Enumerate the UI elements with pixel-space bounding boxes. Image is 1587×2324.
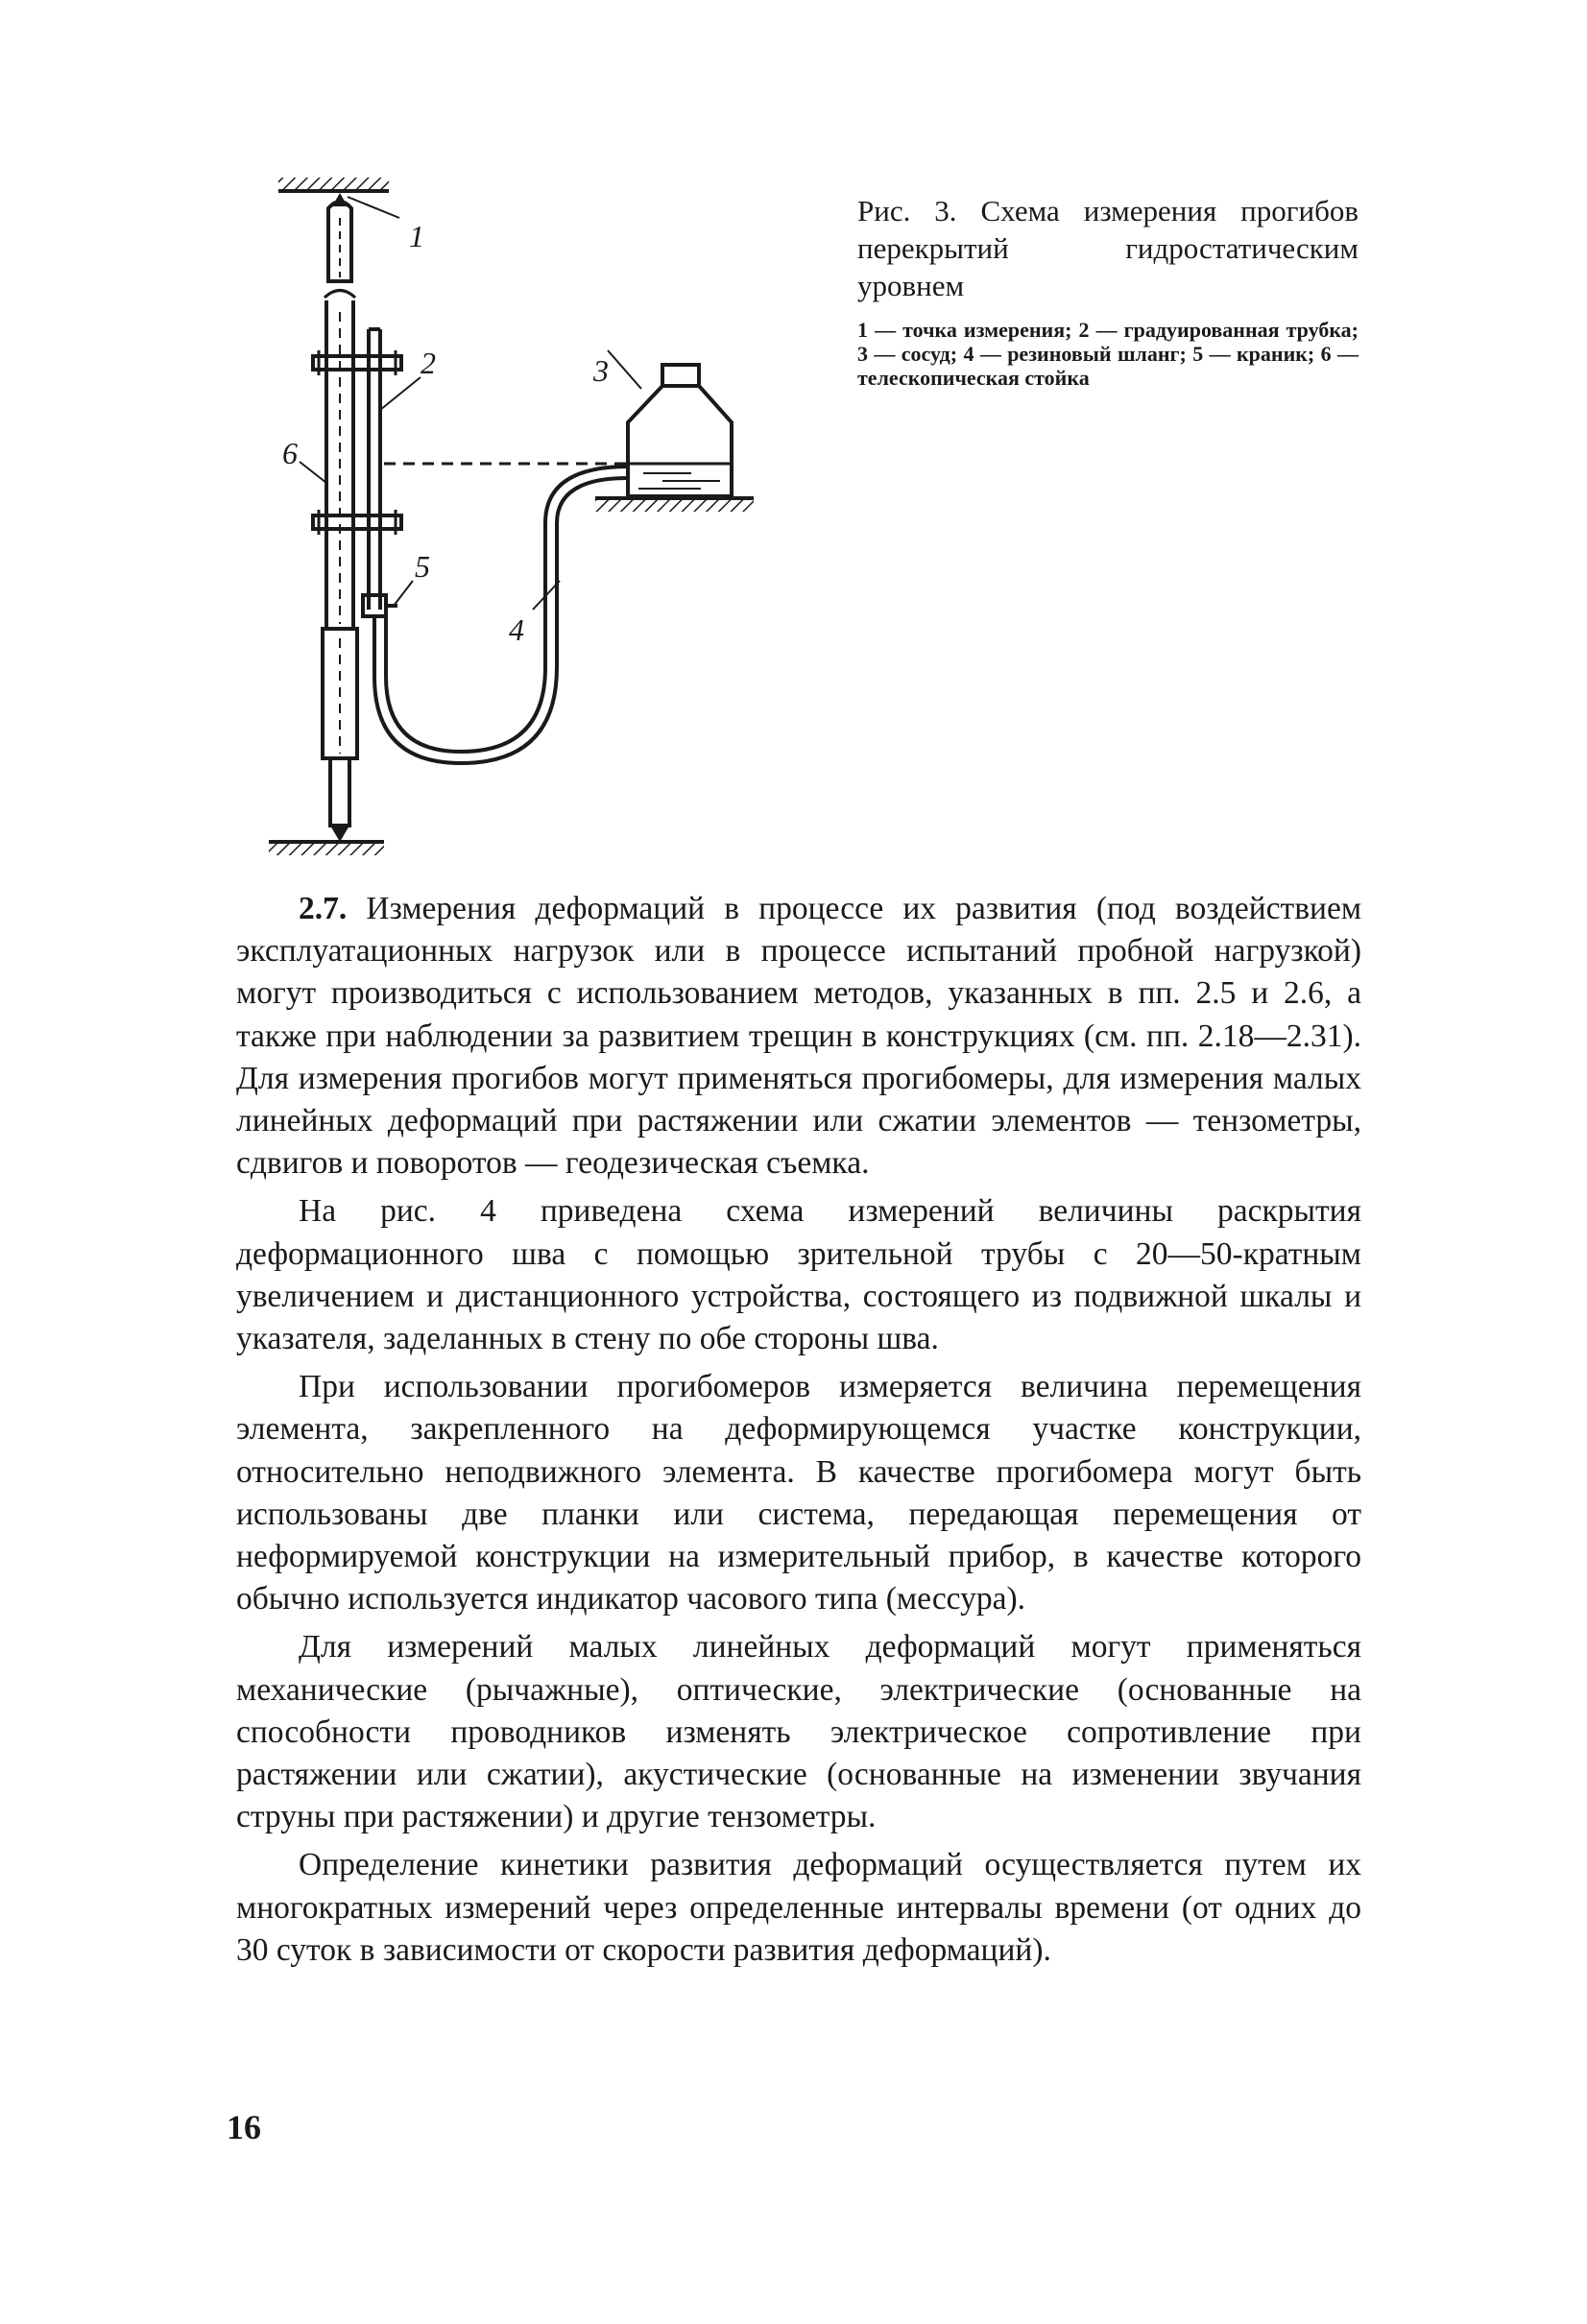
label-5: 5 bbox=[415, 549, 430, 584]
label-1: 1 bbox=[409, 219, 424, 253]
page-number: 16 bbox=[227, 2108, 261, 2146]
diagram-svg bbox=[240, 158, 778, 878]
telescopic-post-upper bbox=[328, 202, 351, 281]
ceiling-hatch bbox=[278, 178, 389, 191]
label-3: 3 bbox=[593, 353, 609, 388]
floor-hatch bbox=[269, 842, 384, 855]
post-break bbox=[325, 291, 355, 299]
figure-caption bbox=[857, 192, 1359, 390]
rubber-hose bbox=[374, 467, 628, 763]
paragraph-text: Измерения деформаций в процессе их развития (под воздействием эксплуатационных нагрузок или в процессе испытаний пробной нагрузкой) могут производиться с использованием методов, указанных в пп. 2.5 и 2.6, а также при наблюдении за развитием трещин в конструкциях (см. пп. 2.18—2.31). Для измерения прогибов могут применяться прогибомеры, для измерения малых линейных деформаций при растяжении или сжатии элементов — тензометры, сдвигов и поворотов — геодезическая съемка. bbox=[236, 891, 1362, 1182]
vessel bbox=[628, 365, 732, 496]
figure-hydrostatic-level-diagram bbox=[240, 158, 778, 878]
paragraph: Для измерений малых линейных деформаций могут применяться механические (рычажные), оптические, электрические (основанные на способности проводников изменять электрическое сопротивление при растяжении или сжатии), акустические (основанные на изменении звучания струны при растяжении) и другие тензометры. bbox=[236, 1629, 1361, 1835]
label-2: 2 bbox=[421, 346, 436, 380]
label-4: 4 bbox=[509, 612, 524, 647]
paragraph-2-7 bbox=[236, 888, 1361, 1185]
paragraph: На рис. 4 приведена схема измерений величины раскрытия деформационного шва с помощью зрительной трубы с 20—50-кратным увеличением и дистанционного устройства, состоящего из подвижной шкалы и указателя, заделанных в стену по обе стороны шва. bbox=[236, 1193, 1361, 1357]
telescopic-post-main bbox=[326, 300, 353, 629]
section-number: 2.7. bbox=[299, 891, 348, 926]
paragraph: При использовании прогибомеров измеряется величина перемещения элемента, закрепленного на деформирующемся участке конструкции, относительно неподвижного элемента. В качестве прогибомера могут быть использованы две планки или система, передающая перемещения от неформируемой конструкции на измерительный прибор, в качестве которого обычно используется индикатор часового типа (мессура). bbox=[236, 1369, 1361, 1617]
caption-legend: 1 — точка измерения; 2 — градуированная трубка; 3 — сосуд; 4 — резиновый шланг; 5 — краник; 6 — телескопическая стойка bbox=[857, 318, 1359, 390]
telescopic-post-lower bbox=[323, 629, 357, 842]
caption-title: Рис. 3. Схема измерения прогибов перекрытий гидростатическим уровнем bbox=[857, 194, 1359, 302]
main-text bbox=[236, 888, 1361, 1977]
label-6: 6 bbox=[282, 436, 298, 470]
vessel-shelf bbox=[595, 498, 754, 512]
paragraph: Определение кинетики развития деформаций осуществляется путем их многократных измерений через определенные интервалы времени (от одних до 30 суток в зависимости от скорости развития деформаций). bbox=[236, 1847, 1361, 1968]
